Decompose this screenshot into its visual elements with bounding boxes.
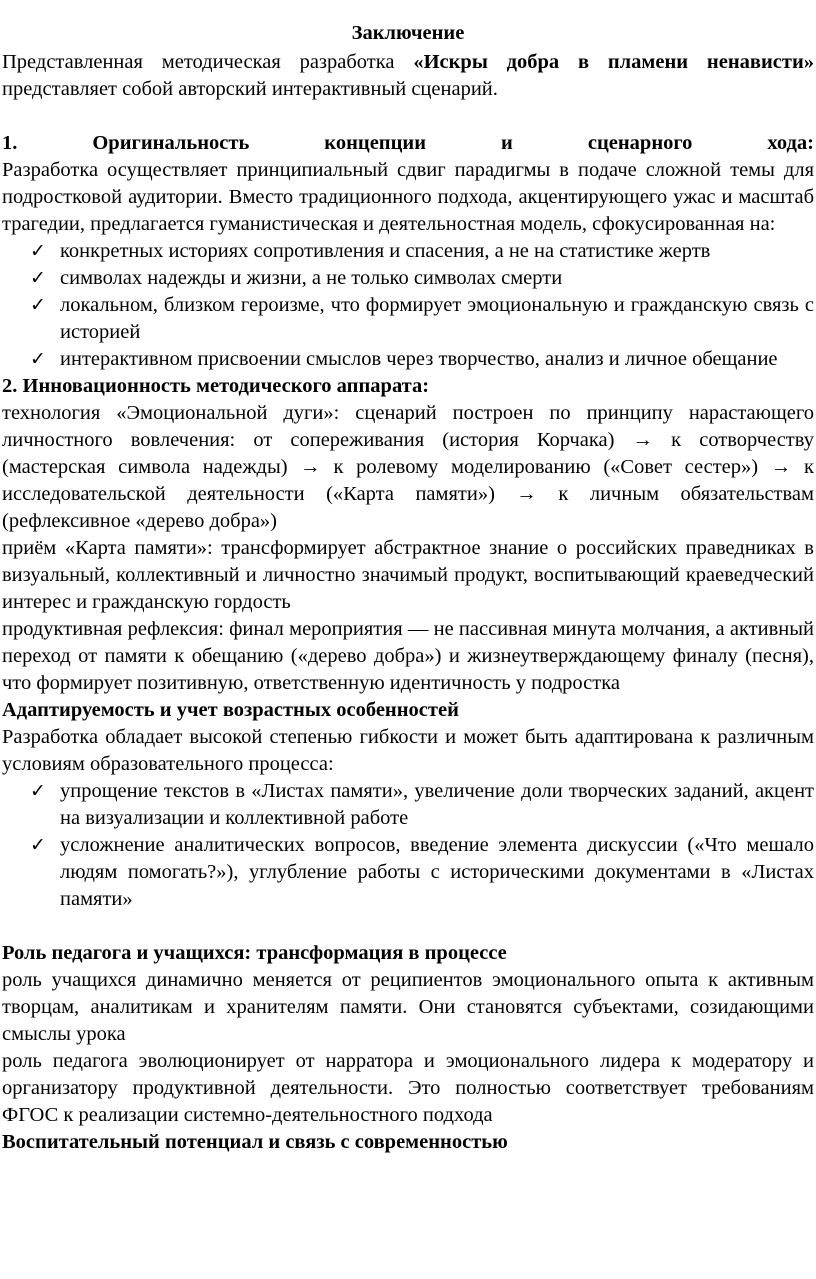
intro-work-name: «Искры добра в пламени ненависти» [413, 51, 815, 73]
section1-text: Разработка осуществляет принципиальный сдвиг парадигмы в подаче сложной темы для подростковой аудитории. Вместо традиционного подхода, акцентирующего ужас и масштаб трагедии, предлагается гуманистическая и деятельностная модель, сфокусированная на: [2, 159, 814, 235]
checklist-item-text: символах надежды и жизни, а не только символах смерти [60, 267, 563, 289]
check-icon: ✓ [30, 348, 46, 370]
blank-line [2, 103, 814, 130]
checklist-item [30, 832, 814, 913]
check-icon: ✓ [30, 267, 46, 289]
section1-checklist [2, 238, 814, 373]
section4-heading: Роль педагога и учащихся: трансформация в процессе [2, 942, 507, 964]
section2-paragraph: продуктивная рефлексия: финал мероприятия — не пассивная минута молчания, а активный переход от памяти к обещанию («дерево добра») и жизнеутверждающему финалу (песня), что формирует позитивную, ответственную идентичность у подростка [2, 618, 814, 694]
section3-heading: Адаптируемость и учет возрастных особенностей [2, 699, 459, 721]
check-icon: ✓ [30, 834, 46, 856]
checklist-item-text: конкретных историях сопротивления и спасения, а не на статистике жертв [60, 240, 711, 262]
checklist-item [30, 238, 814, 265]
section3-text: Разработка обладает высокой степенью гибкости и может быть адаптирована к различным условиям образовательного процесса: [2, 726, 814, 775]
check-icon: ✓ [30, 780, 46, 802]
section2-paragraph: технология «Эмоциональной дуги»: сценарий построен по принципу нарастающего личностного вовлечения: от сопереживания (история Корчака) → к сотворчеству (мастерская символа надежды) → к ролевому моделированию («Совет сестер») → к исследовательской деятельности («Карта памяти») → к личным обязательствам (рефлексивное «дерево добра») [2, 402, 814, 532]
section2-heading: 2. Инновационность методического аппарата: [2, 375, 430, 397]
checklist-item [30, 778, 814, 832]
checklist-item-text: упрощение текстов в «Листах памяти», увеличение доли творческих заданий, акцент на визуализации и коллективной работе [60, 780, 814, 829]
section4-paragraph: роль учащихся динамично меняется от реципиентов эмоционального опыта к активным творцам, аналитикам и хранителям памяти. Они становятся субъектами, созидающими смыслы урока [2, 969, 814, 1045]
check-icon: ✓ [30, 294, 46, 316]
checklist-item [30, 346, 814, 373]
checklist-item [30, 265, 814, 292]
check-icon: ✓ [30, 240, 46, 262]
checklist-item-text: локальном, близком героизме, что формирует эмоциональную и гражданскую связь с историей [60, 294, 814, 343]
section2-paragraph: приём «Карта памяти»: трансформирует абстрактное знание о российских праведниках в визуальный, коллективный и личностно значимый продукт, воспитывающий краеведческий интерес и гражданскую гордость [2, 537, 814, 613]
section1-heading: 1. Оригинальность концепции и сценарного хода: [2, 132, 814, 154]
blank-line [2, 913, 814, 940]
intro-prefix: Представленная методическая разработка [2, 51, 414, 73]
checklist-item-text: интерактивном присвоении смыслов через творчество, анализ и личное обещание [60, 348, 778, 370]
intro-suffix: представляет собой авторский интерактивный сценарий. [2, 78, 498, 100]
intro-paragraph [2, 49, 814, 103]
section5-heading: Воспитательный потенциал и связь с современностью [2, 1131, 508, 1153]
checklist-item [30, 292, 814, 346]
section3-checklist [2, 778, 814, 913]
document-title: Заключение [351, 22, 465, 44]
section4-paragraph: роль педагога эволюционирует от нарратора и эмоционального лидера к модератору и организатору продуктивной деятельности. Это полностью соответствует требованиям ФГОС к реализации системно-деятельностного подхода [2, 1050, 814, 1126]
checklist-item-text: усложнение аналитических вопросов, введение элемента дискуссии («Что мешало людям помогать?»), углубление работы с историческими документами в «Листах памяти» [60, 834, 814, 910]
